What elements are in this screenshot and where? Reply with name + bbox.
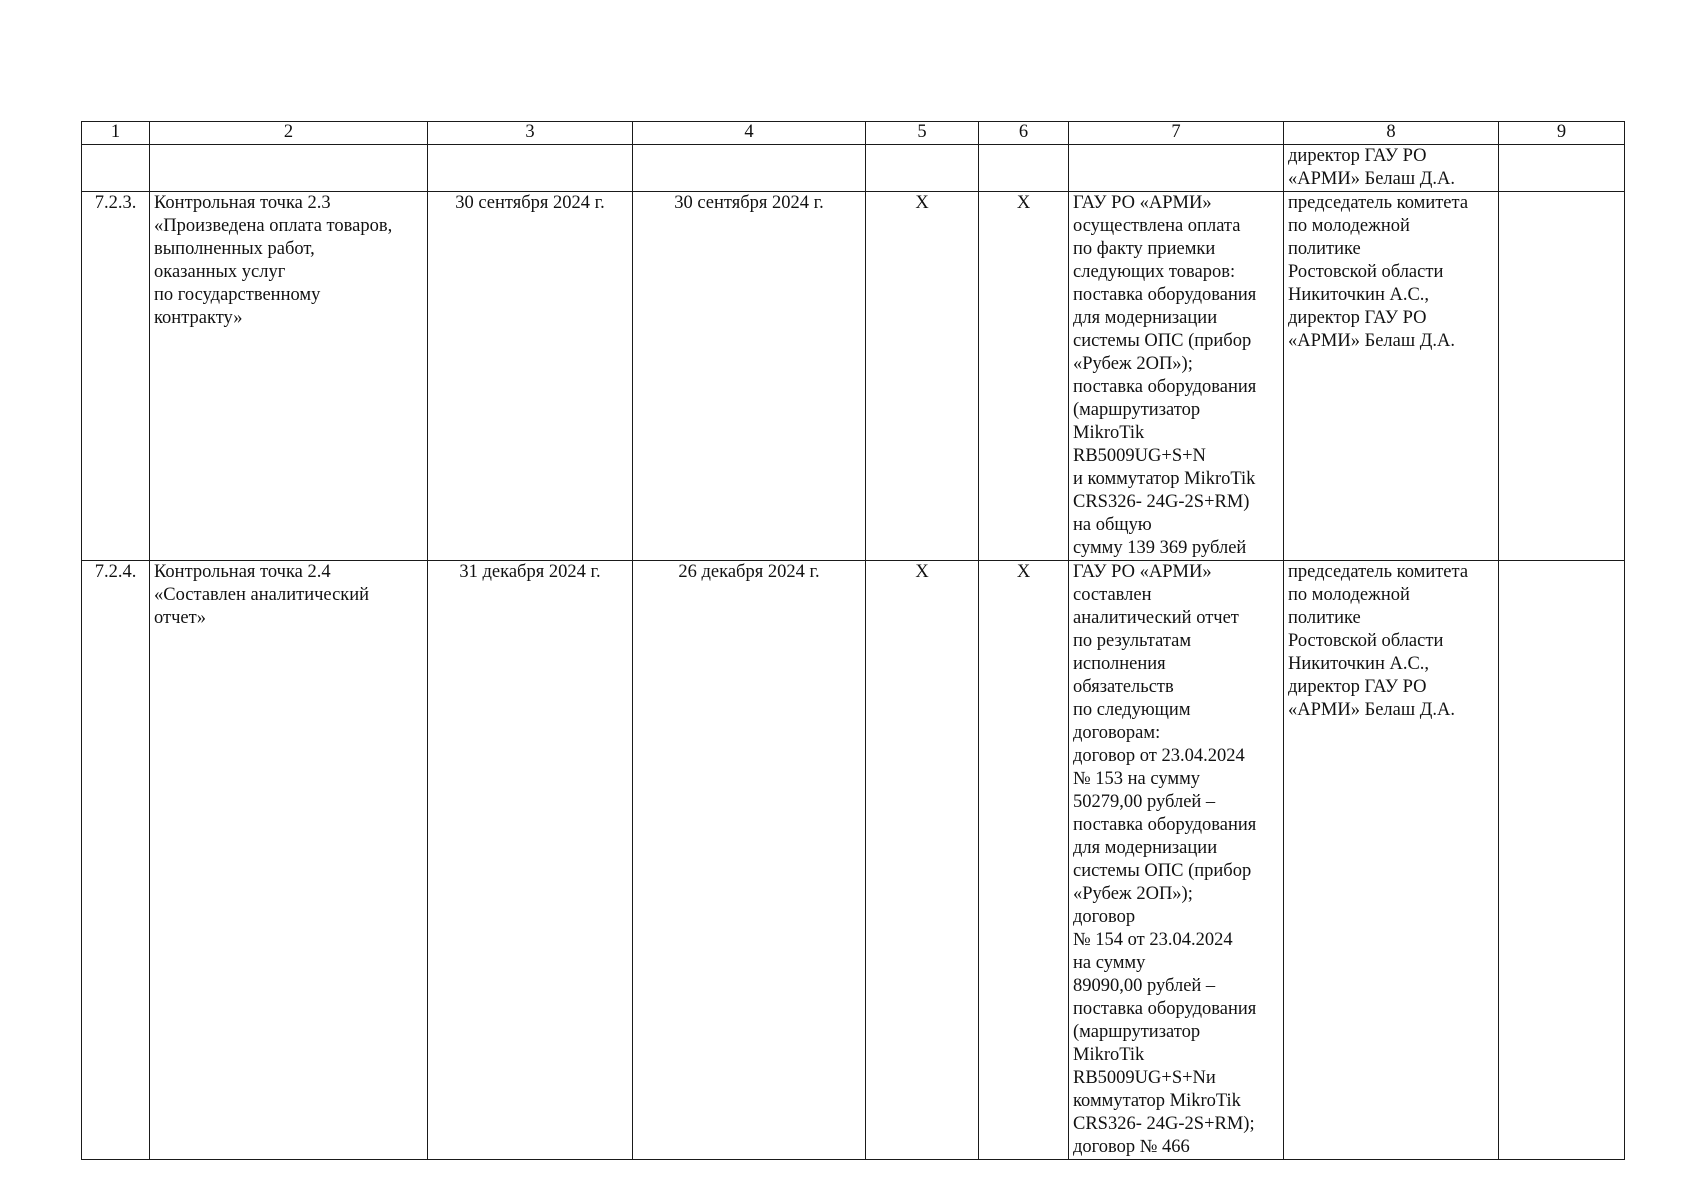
responsible-cell: директор ГАУ РО «АРМИ» Белаш Д.А. <box>1284 145 1499 192</box>
header-cell-9: 9 <box>1499 122 1625 145</box>
header-cell-8: 8 <box>1284 122 1499 145</box>
col5-mark: X <box>866 192 979 561</box>
table-cell <box>1499 145 1625 192</box>
col9-cell <box>1499 192 1625 561</box>
table-cell <box>866 145 979 192</box>
header-cell-2: 2 <box>150 122 428 145</box>
table-row <box>82 192 1625 561</box>
table-cell <box>979 145 1069 192</box>
control-point-name: Контрольная точка 2.3 «Произведена оплата товаров, выполненных работ, оказанных услуг по государственному контракту» <box>150 192 428 561</box>
table-cell <box>150 145 428 192</box>
col9-cell <box>1499 561 1625 1160</box>
control-point-name: Контрольная точка 2.4 «Составлен аналитический отчет» <box>150 561 428 1160</box>
result-description: ГАУ РО «АРМИ» составлен аналитический отчет по результатам исполнения обязательств по следующим договорам: договор от 23.04.2024 № 153 на сумму 50279,00 рублей – поставка оборудования для модернизации системы ОПС (прибор «Рубеж 2ОП»); договор № 154 от 23.04.2024 на сумму 89090,00 рублей – поставка оборудования (маршрутизатор MikroTik RB5009UG+S+Nи коммутатор MikroTik CRS326- 24G-2S+RM); договор № 466 <box>1069 561 1284 1160</box>
fact-date: 30 сентября 2024 г. <box>633 192 866 561</box>
control-points-table <box>81 121 1625 1160</box>
header-cell-7: 7 <box>1069 122 1284 145</box>
col5-mark: X <box>866 561 979 1160</box>
col6-mark: X <box>979 561 1069 1160</box>
table-cell <box>1069 145 1284 192</box>
plan-date: 30 сентября 2024 г. <box>428 192 633 561</box>
table-cell <box>633 145 866 192</box>
responsible-cell: председатель комитета по молодежной политике Ростовской области Никиточкин А.С., директор ГАУ РО «АРМИ» Белаш Д.А. <box>1284 561 1499 1160</box>
row-number: 7.2.4. <box>82 561 150 1160</box>
header-cell-1: 1 <box>82 122 150 145</box>
header-cell-6: 6 <box>979 122 1069 145</box>
fact-date: 26 декабря 2024 г. <box>633 561 866 1160</box>
table-row <box>82 561 1625 1160</box>
table-cell <box>82 145 150 192</box>
header-cell-3: 3 <box>428 122 633 145</box>
table-cell <box>428 145 633 192</box>
header-cell-4: 4 <box>633 122 866 145</box>
row-number: 7.2.3. <box>82 192 150 561</box>
continuation-row <box>82 145 1625 192</box>
header-cell-5: 5 <box>866 122 979 145</box>
header-row <box>82 122 1625 145</box>
result-description: ГАУ РО «АРМИ» осуществлена оплата по факту приемки следующих товаров: поставка оборудования для модернизации системы ОПС (прибор «Рубеж 2ОП»); поставка оборудования (маршрутизатор MikroTik RB5009UG+S+N и коммутатор MikroTik CRS326- 24G-2S+RM) на общую сумму 139 369 рублей <box>1069 192 1284 561</box>
responsible-cell: председатель комитета по молодежной политике Ростовской области Никиточкин А.С., директор ГАУ РО «АРМИ» Белаш Д.А. <box>1284 192 1499 561</box>
col6-mark: X <box>979 192 1069 561</box>
plan-date: 31 декабря 2024 г. <box>428 561 633 1160</box>
